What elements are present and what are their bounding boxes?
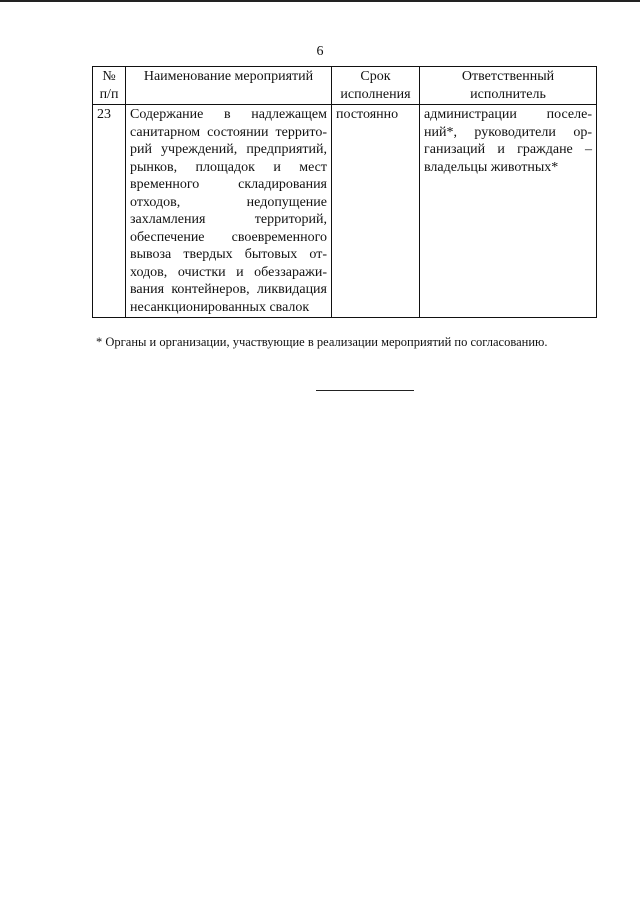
- end-divider: [316, 390, 414, 391]
- row-num: 23: [93, 105, 126, 318]
- page-number: 6: [316, 44, 324, 59]
- footnote: * Органы и организации, участвующие в реализации мероприятий по согласованию.: [96, 335, 548, 349]
- measures-table: [92, 66, 597, 318]
- row-term: постоянно: [332, 105, 420, 318]
- header-term: Срок исполнения: [332, 67, 420, 105]
- row-name: Содержание в надлежащем санитарном состоянии территорий учреждений, предприятий, рынков, площадок и мест временного складирования отходов, недопущение захламления территорий, обеспечение своевременного вывоза твердых бытовых отходов, очистки и обеззараживания контейнеров, ликвидация несанкционированных свалок: [126, 105, 332, 318]
- row-responsible: администрации поселений*, руководители организаций и граждане – владельцы животных*: [420, 105, 597, 318]
- header-responsible: Ответственный исполнитель: [420, 67, 597, 105]
- header-name: Наименование мероприятий: [126, 67, 332, 105]
- table-header-row: [93, 67, 597, 105]
- top-border-line: [0, 0, 640, 2]
- table-row: [93, 105, 597, 318]
- header-num: № п/п: [93, 67, 126, 105]
